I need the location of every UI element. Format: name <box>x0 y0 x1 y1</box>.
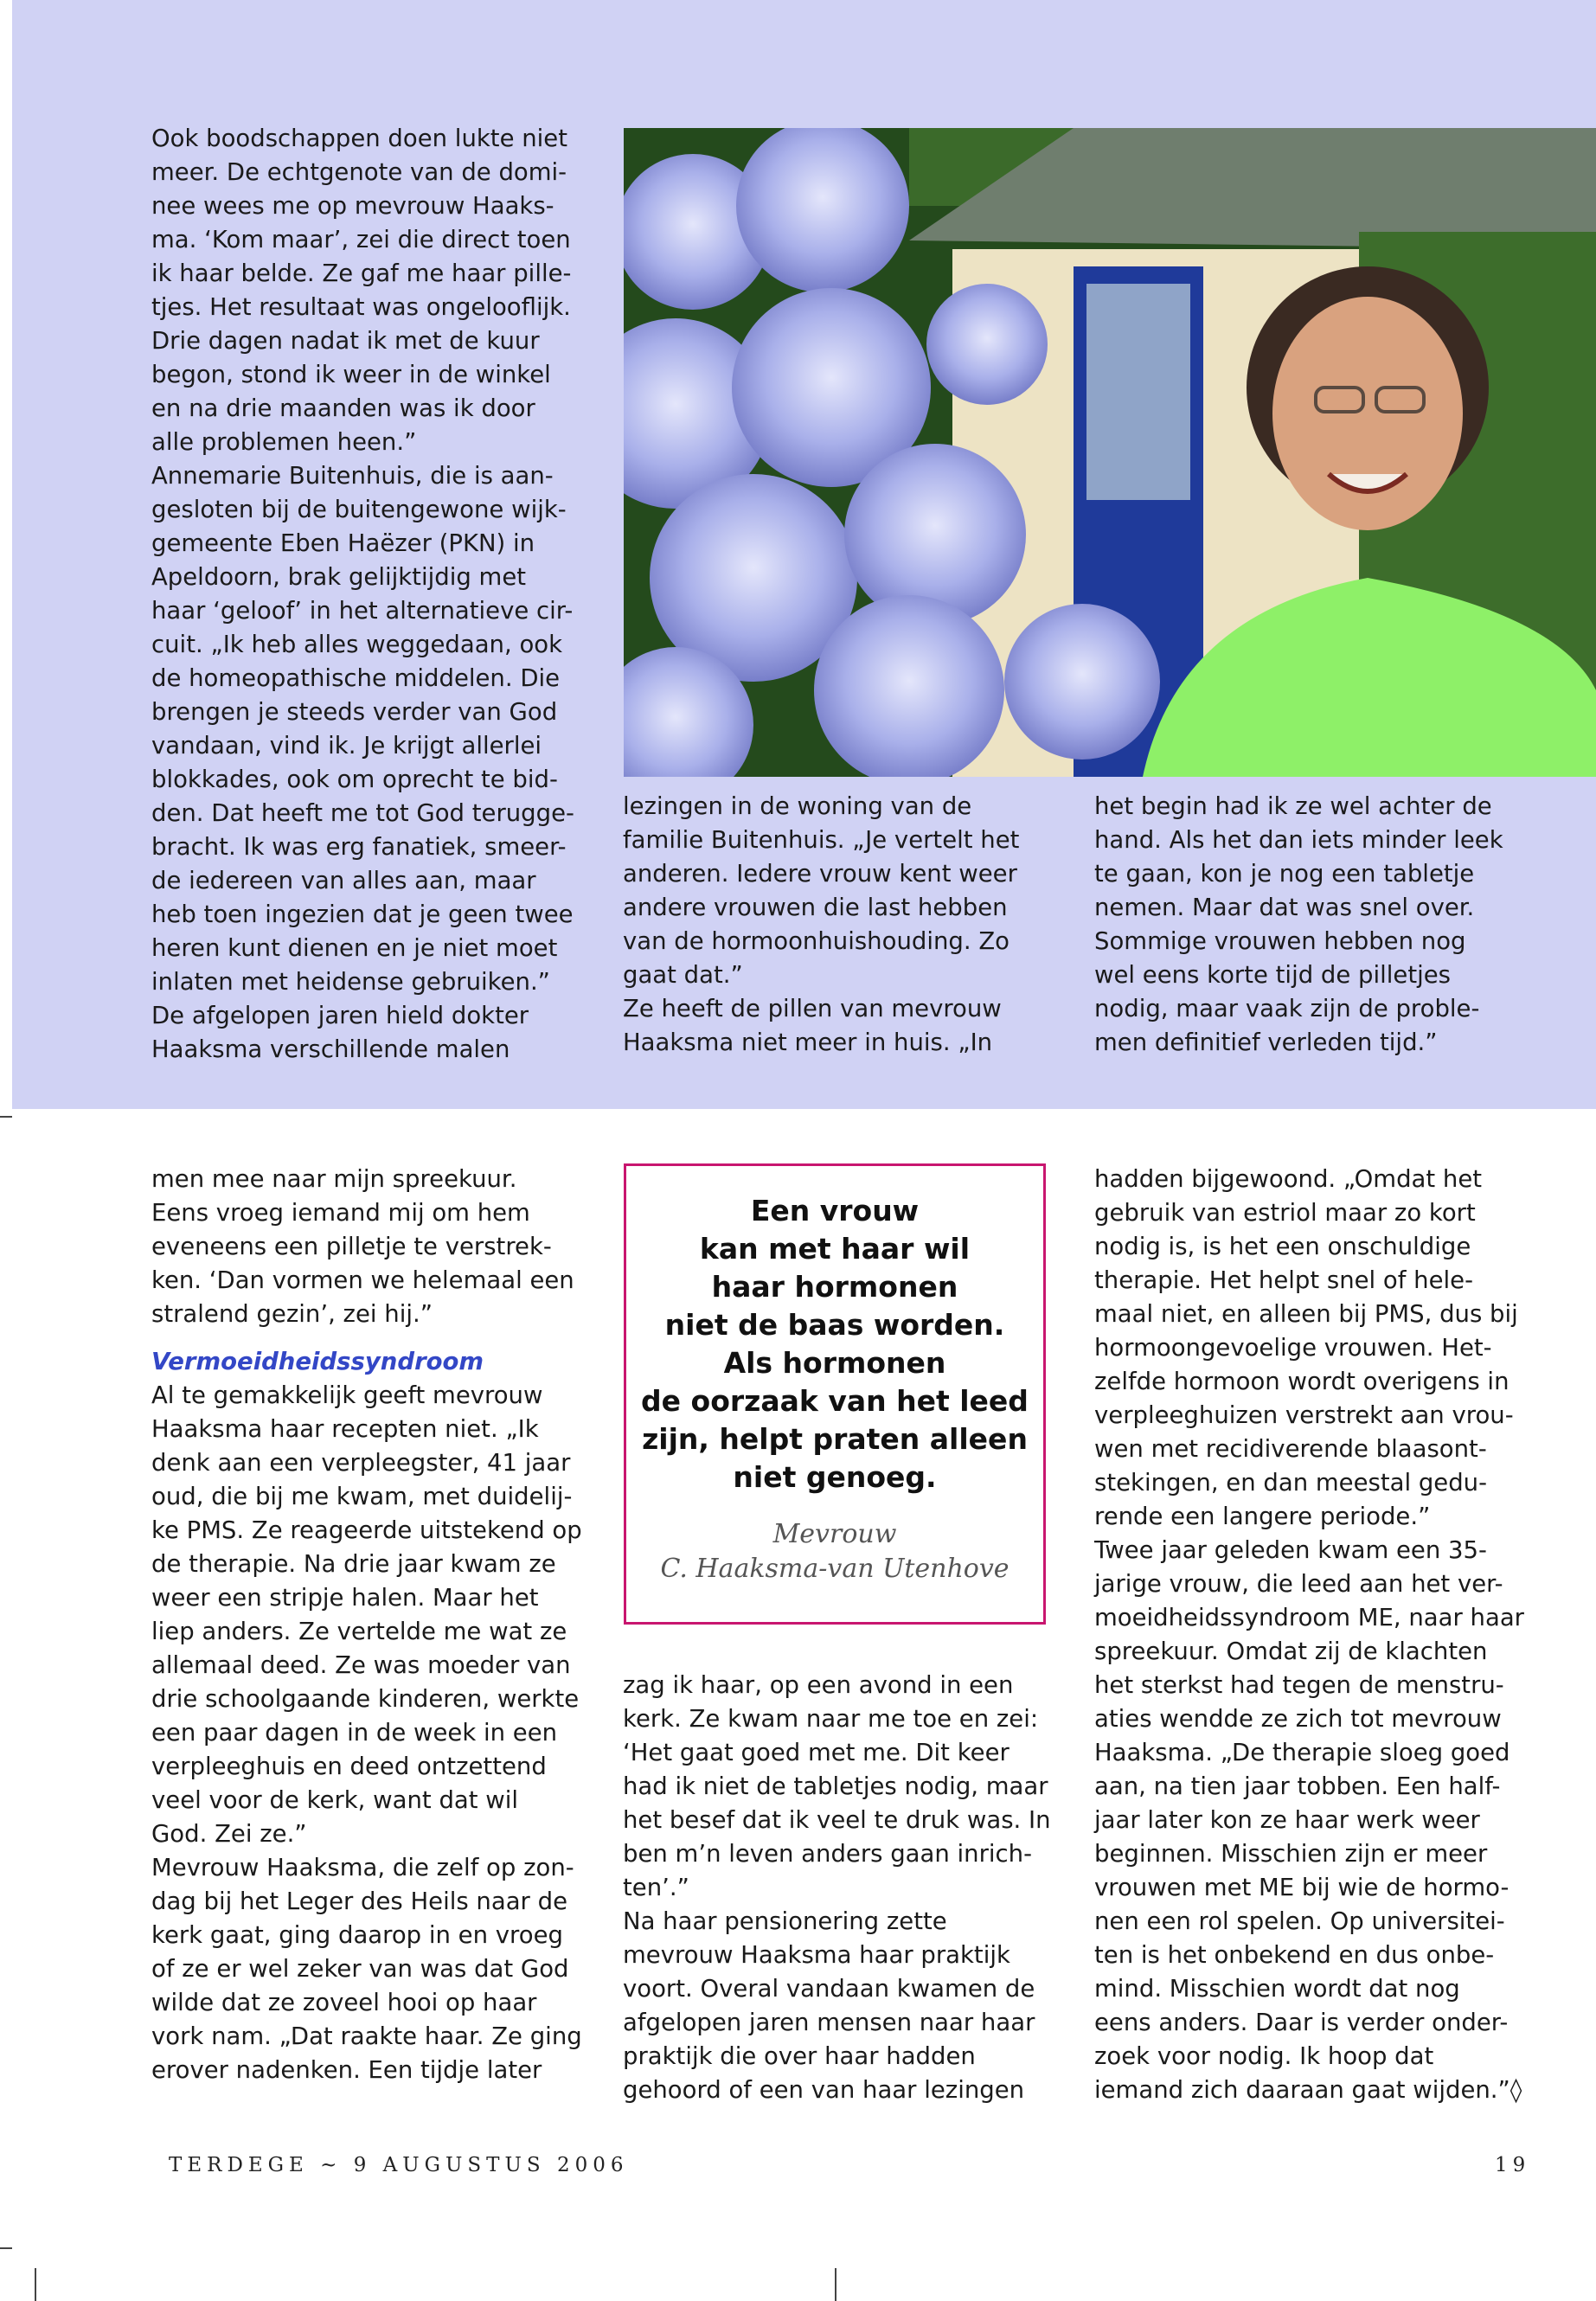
text-line: zelfde hormoon wordt overigens in <box>1094 1368 1509 1395</box>
text-line: zoek voor nodig. Ik hoop dat <box>1094 2042 1434 2070</box>
text-line: Sommige vrouwen hebben nog <box>1094 927 1466 955</box>
text-line: Twee jaar geleden kwam een 35- <box>1094 1536 1487 1564</box>
text-line: vrouwen met ME bij wie de hormo- <box>1094 1874 1509 1901</box>
text-line: afgelopen jaren mensen naar haar <box>623 2009 1035 2036</box>
text-line: zag ik haar, op een avond in een <box>623 1671 1014 1699</box>
text-line: van de hormoonhuishouding. Zo <box>623 927 1010 955</box>
bottom-column-1-part-a <box>151 1163 584 1331</box>
text-line: heb toen ingezien dat je geen twee <box>151 901 574 928</box>
text-line: spreekuur. Omdat zij de klachten <box>1094 1638 1488 1665</box>
text-line: het begin had ik ze wel achter de <box>1094 792 1492 820</box>
text-line: kerk gaat, ging daarop in en vroeg <box>151 1921 563 1949</box>
text-line: allemaal deed. Ze was moeder van <box>151 1651 571 1679</box>
text-line: vork nam. „Dat raakte haar. Ze ging <box>151 2022 582 2050</box>
text-line: cuit. „Ik heb alles weggedaan, ook <box>151 631 563 658</box>
text-line: anderen. Iedere vrouw kent weer <box>623 860 1017 888</box>
pull-quote-text: Een vrouw kan met haar wil haar hormonen niet de baas worden. Als hormonen de oorzaak van het leed zijn, helpt praten alleen niet genoeg. <box>641 1194 1029 1494</box>
text-line: Haaksma haar recepten niet. „Ik <box>151 1415 539 1443</box>
text-line: rende een langere periode.” <box>1094 1503 1431 1530</box>
crop-mark <box>0 1116 12 1118</box>
text-line: moeidheidssyndroom ME, naar haar <box>1094 1604 1524 1631</box>
text-line: begon, stond ik weer in de winkel <box>151 361 551 388</box>
text-line: nee wees me op mevrouw Haaks- <box>151 192 554 220</box>
text-line: Mevrouw Haaksma, die zelf op zon- <box>151 1854 574 1881</box>
text-line: hormoongevoelige vrouwen. Het- <box>1094 1334 1492 1362</box>
text-line: jarige vrouw, die leed aan het ver- <box>1094 1570 1503 1598</box>
text-line: ma. ‘Kom maar’, zei die direct toen <box>151 226 571 253</box>
text-line: Haaksma. „De therapie sloeg goed <box>1094 1739 1510 1766</box>
text-line: jaar later kon ze haar werk weer <box>1094 1806 1480 1834</box>
text-line: ten’.” <box>623 1874 689 1901</box>
crop-mark <box>0 2247 12 2249</box>
text-line: lezingen in de woning van de <box>623 792 972 820</box>
text-line: den. Dat heeft me tot God terugge- <box>151 799 574 827</box>
text-line: hand. Als het dan iets minder leek <box>1094 826 1503 854</box>
text-line: Apeldoorn, brak gelijktijdig met <box>151 563 527 591</box>
text-line: Eens vroeg iemand mij om hem <box>151 1199 530 1227</box>
text-line: hadden bijgewoond. „Omdat het <box>1094 1165 1483 1193</box>
text-line: de homeopathische middelen. Die <box>151 664 561 692</box>
text-line: familie Buitenhuis. „Je vertelt het <box>623 826 1020 854</box>
bottom-column-1-part-b <box>151 1379 584 2087</box>
text-line: ben m’n leven anders gaan inrich- <box>623 1840 1033 1868</box>
text-line: Drie dagen nadat ik met de kuur <box>151 327 540 355</box>
subheading: Vermoeidheidssyndroom <box>151 1348 484 1375</box>
text-line: nodig, maar vaak zijn de proble- <box>1094 995 1480 1022</box>
text-line: wel eens korte tijd de pilletjes <box>1094 961 1451 989</box>
text-line: gesloten bij de buitengewone wijk- <box>151 496 567 523</box>
top-column-2 <box>623 790 1055 1060</box>
portrait-photo <box>624 128 1596 777</box>
text-line: had ik niet de tabletjes nodig, maar <box>623 1772 1048 1800</box>
text-line: het besef dat ik veel te druk was. In <box>623 1806 1051 1834</box>
text-line: het sterkst had tegen de menstru- <box>1094 1671 1504 1699</box>
text-line: Ook boodschappen doen lukte niet <box>151 125 568 152</box>
text-line: voort. Overal vandaan kwamen de <box>623 1975 1035 2003</box>
text-line: stralend gezin’, zei hij.” <box>151 1300 433 1328</box>
text-line: en na drie maanden was ik door <box>151 394 535 422</box>
text-line: gehoord of een van haar lezingen <box>623 2076 1025 2104</box>
text-line: God. Zei ze.” <box>151 1820 307 1848</box>
text-line: ken. ‘Dan vormen we helemaal een <box>151 1266 574 1294</box>
text-line: meer. De echtgenote van de domi- <box>151 158 567 186</box>
text-line: of ze er wel zeker van was dat God <box>151 1955 569 1983</box>
text-line: ten is het onbekend en dus onbe- <box>1094 1941 1495 1969</box>
text-line: eens anders. Daar is verder onder- <box>1094 2009 1509 2036</box>
bottom-column-2 <box>623 1669 1055 2107</box>
text-line: Na haar pensionering zette <box>623 1907 947 1935</box>
text-line: gaat dat.” <box>623 961 743 989</box>
text-line: wen met recidiverende blaasont- <box>1094 1435 1487 1463</box>
text-line: Al te gemakkelijk geeft mevrouw <box>151 1381 543 1409</box>
text-line: inlaten met heidense gebruiken.” <box>151 968 550 996</box>
crop-mark <box>35 2268 36 2301</box>
text-line: bracht. Ik was erg fanatiek, smeer- <box>151 833 567 861</box>
text-line: andere vrouwen die last hebben <box>623 894 1008 921</box>
text-line: tjes. Het resultaat was ongelooflijk. <box>151 293 571 321</box>
top-column-1 <box>151 122 584 1067</box>
text-line: liep anders. Ze vertelde me wat ze <box>151 1618 567 1645</box>
text-line: Haaksma niet meer in huis. „In <box>623 1029 993 1056</box>
text-line: vandaan, vind ik. Je krijgt allerlei <box>151 732 542 760</box>
text-line: ‘Het gaat goed met me. Dit keer <box>623 1739 1010 1766</box>
text-line: maal niet, en alleen bij PMS, dus bij <box>1094 1300 1518 1328</box>
text-line: therapie. Het helpt snel of hele- <box>1094 1266 1474 1294</box>
text-line: een paar dagen in de week in een <box>151 1719 558 1747</box>
text-line: iemand zich daaraan gaat wijden.”◊ <box>1094 2076 1522 2104</box>
text-line: aties wendde ze zich tot mevrouw <box>1094 1705 1502 1733</box>
text-line: oud, die bij me kwam, met duidelij- <box>151 1483 573 1510</box>
text-line: mind. Misschien wordt dat nog <box>1094 1975 1460 2003</box>
text-line: kerk. Ze kwam naar me toe en zei: <box>623 1705 1039 1733</box>
top-column-3 <box>1094 790 1535 1060</box>
text-line: verpleeghuis en deed ontzettend <box>151 1753 547 1780</box>
text-line: nemen. Maar dat was snel over. <box>1094 894 1475 921</box>
text-line: blokkades, ook om oprecht te bid- <box>151 766 558 793</box>
text-line: dag bij het Leger des Heils naar de <box>151 1888 567 1915</box>
pull-quote-box <box>624 1163 1046 1625</box>
text-line: erover nadenken. Een tijdje later <box>151 2056 542 2084</box>
text-line: denk aan een verpleegster, 41 jaar <box>151 1449 571 1477</box>
bottom-column-3 <box>1094 1163 1535 2107</box>
text-line: drie schoolgaande kinderen, werkte <box>151 1685 580 1713</box>
text-line: eveneens een pilletje te verstrek- <box>151 1233 552 1260</box>
text-line: haar ‘geloof’ in het alternatieve cir- <box>151 597 574 625</box>
text-line: gemeente Eben Haëzer (PKN) in <box>151 529 535 557</box>
page-number: 19 <box>1495 2154 1531 2176</box>
pull-quote-author: Mevrouw C. Haaksma-van Utenhove <box>660 1519 1010 1584</box>
text-line: alle problemen heen.” <box>151 428 417 456</box>
text-line: beginnen. Misschien zijn er meer <box>1094 1840 1488 1868</box>
text-line: Ze heeft de pillen van mevrouw <box>623 995 1002 1022</box>
text-line: aan, na tien jaar tobben. Een half- <box>1094 1772 1501 1800</box>
text-line: verpleeghuizen verstrekt aan vrou- <box>1094 1401 1514 1429</box>
text-line: praktijk die over haar hadden <box>623 2042 976 2070</box>
text-line: ik haar belde. Ze gaf me haar pille- <box>151 260 572 287</box>
text-line: wilde dat ze zoveel hooi op haar <box>151 1989 537 2016</box>
text-line: nen een rol spelen. Op universitei- <box>1094 1907 1505 1935</box>
text-line: men mee naar mijn spreekuur. <box>151 1165 517 1193</box>
text-line: heren kunt dienen en je niet moet <box>151 934 558 962</box>
text-line: Annemarie Buitenhuis, die is aan- <box>151 462 554 490</box>
bottom-column-1 <box>151 1163 584 2087</box>
text-line: weer een stripje halen. Maar het <box>151 1584 539 1612</box>
text-line: ke PMS. Ze reageerde uitstekend op <box>151 1516 582 1544</box>
text-line: de iedereen van alles aan, maar <box>151 867 536 894</box>
text-line: gebruik van estriol maar zo kort <box>1094 1199 1476 1227</box>
text-line: mevrouw Haaksma haar praktijk <box>623 1941 1010 1969</box>
text-line: veel voor de kerk, want dat wil <box>151 1786 519 1814</box>
text-line: De afgelopen jaren hield dokter <box>151 1002 529 1029</box>
text-line: stekingen, en dan meestal gedu- <box>1094 1469 1488 1497</box>
text-line: men definitief verleden tijd.” <box>1094 1029 1438 1056</box>
footer-publication: TERDEGE ~ 9 AUGUSTUS 2006 <box>169 2154 629 2176</box>
crop-mark <box>835 2268 836 2301</box>
text-line: de therapie. Na drie jaar kwam ze <box>151 1550 556 1578</box>
text-line: brengen je steeds verder van God <box>151 698 558 726</box>
text-line: nodig is, is het een onschuldige <box>1094 1233 1471 1260</box>
text-line: Haaksma verschillende malen <box>151 1035 510 1063</box>
text-line: te gaan, kon je nog een tabletje <box>1094 860 1475 888</box>
